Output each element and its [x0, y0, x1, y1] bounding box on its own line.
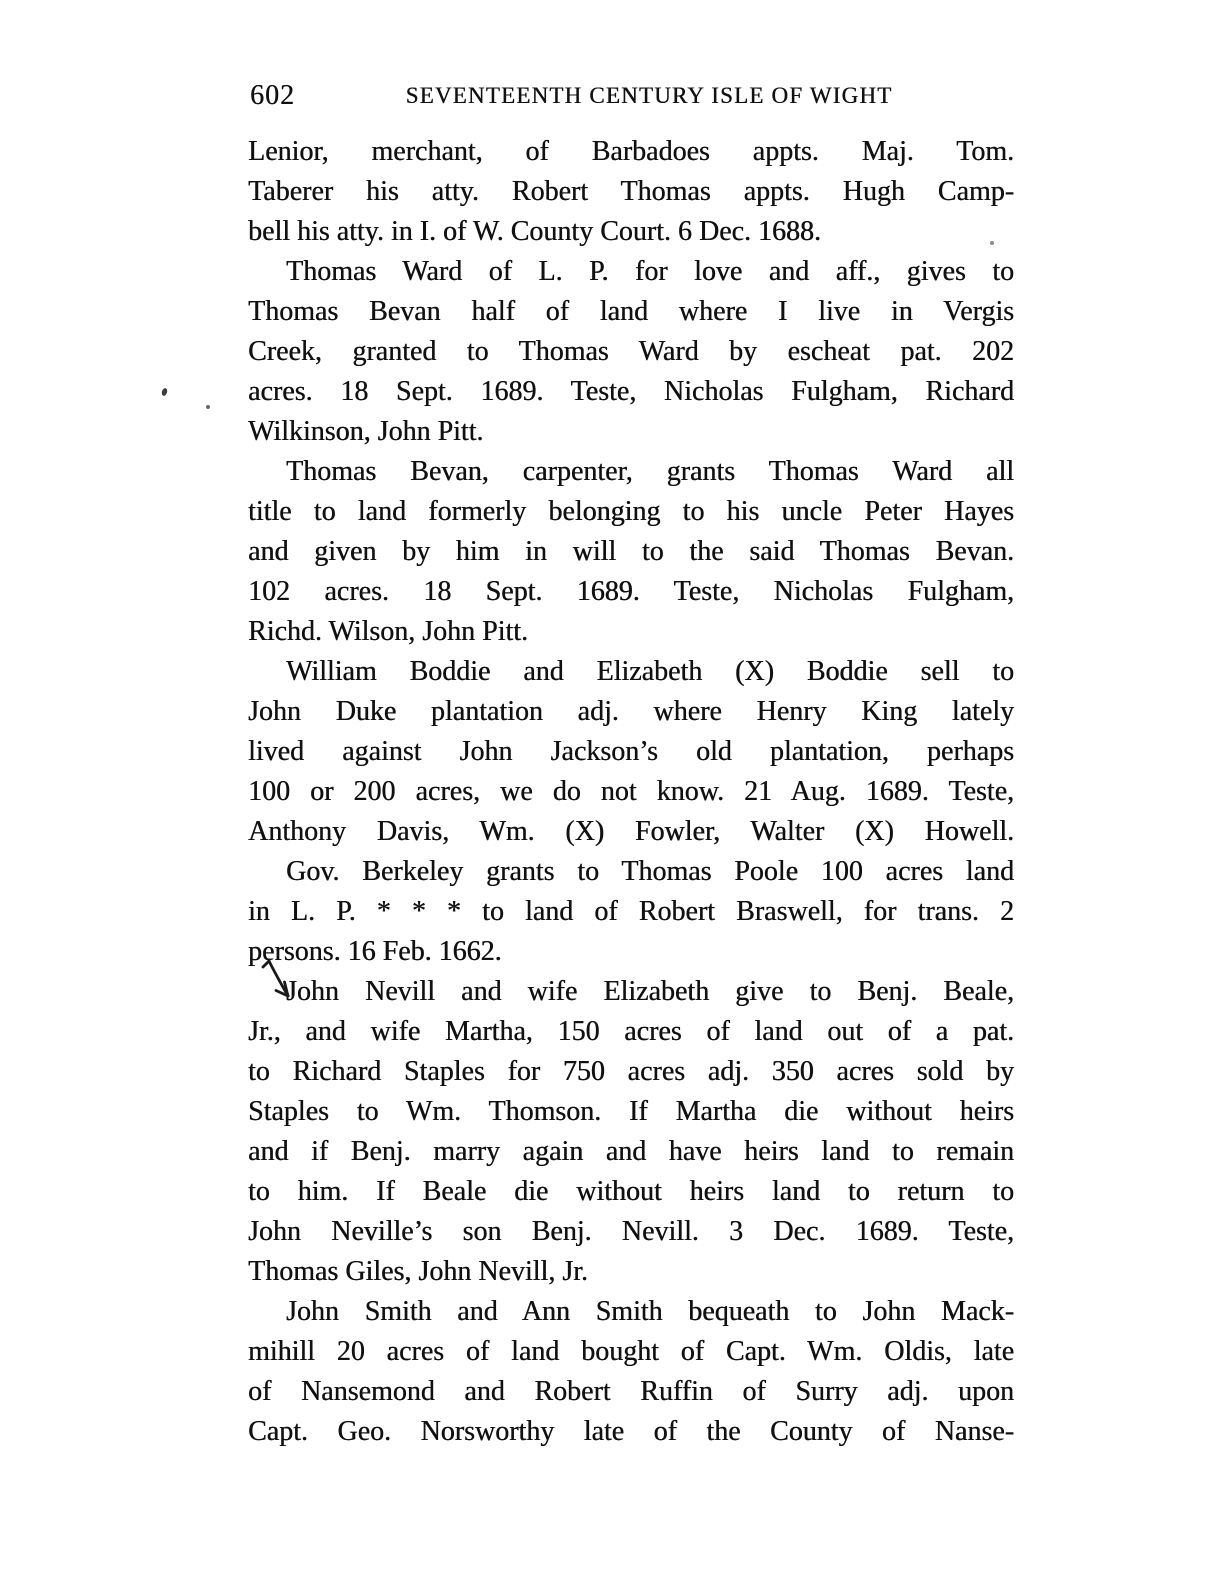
text-line: acres. 18 Sept. 1689. Teste, Nicholas Fulgham, Richard — [248, 376, 1014, 407]
text-line: and given by him in will to the said Thomas Bevan. — [248, 536, 1014, 567]
text-line: Wilkinson, John Pitt. — [248, 416, 484, 447]
text-line: persons. 16 Feb. 1662. — [248, 936, 502, 967]
print-speck — [206, 405, 210, 409]
text-line: John Neville’s son Benj. Nevill. 3 Dec. 1689. Teste, — [248, 1216, 1014, 1247]
text-line: Thomas Bevan, carpenter, grants Thomas Ward all — [286, 456, 1014, 487]
print-speck — [161, 387, 168, 396]
text-line: Gov. Berkeley grants to Thomas Poole 100 acres land — [286, 856, 1014, 887]
text-line: John Duke plantation adj. where Henry King lately — [248, 696, 1014, 727]
text-line: and if Benj. marry again and have heirs land to remain — [248, 1136, 1014, 1167]
text-line: in L. P. * * * to land of Robert Braswell, for trans. 2 — [248, 896, 1014, 927]
text-line: Lenior, merchant, of Barbadoes appts. Maj. Tom. — [248, 136, 1014, 167]
text-line: John Nevill and wife Elizabeth give to Benj. Beale, — [286, 976, 1014, 1007]
text-line: of Nansemond and Robert Ruffin of Surry adj. upon — [248, 1376, 1014, 1407]
text-line: Taberer his atty. Robert Thomas appts. Hugh Camp- — [248, 176, 1014, 207]
text-line: to him. If Beale die without heirs land to return to — [248, 1176, 1014, 1207]
running-title: SEVENTEENTH CENTURY ISLE OF WIGHT — [405, 83, 893, 108]
text-line: to Richard Staples for 750 acres adj. 350 acres sold by — [248, 1056, 1014, 1087]
handwritten-arrow-icon — [260, 956, 300, 1004]
paragraph — [248, 252, 1014, 452]
text-line: Thomas Bevan half of land where I live in Vergis — [248, 296, 1014, 327]
text-line: 102 acres. 18 Sept. 1689. Teste, Nicholas Fulgham, — [248, 576, 1014, 607]
text-line: lived against John Jackson’s old plantation, perhaps — [248, 736, 1014, 767]
text-line: Anthony Davis, Wm. (X) Fowler, Walter (X) Howell. — [248, 816, 1014, 847]
text-line: Thomas Ward of L. P. for love and aff., gives to — [286, 256, 1014, 287]
page-number: 602 — [250, 80, 295, 111]
text-line: Capt. Geo. Norsworthy late of the County of Nanse- — [248, 1416, 1014, 1447]
text-line: John Smith and Ann Smith bequeath to John Mack- — [286, 1296, 1014, 1327]
text-block — [248, 132, 1014, 1452]
text-line: William Boddie and Elizabeth (X) Boddie sell to — [286, 656, 1014, 687]
text-line: 100 or 200 acres, we do not know. 21 Aug. 1689. Teste, — [248, 776, 1014, 807]
paragraph — [248, 132, 1014, 252]
text-line: Richd. Wilson, John Pitt. — [248, 616, 528, 647]
text-line: mihill 20 acres of land bought of Capt. Wm. Oldis, late — [248, 1336, 1014, 1367]
text-line: title to land formerly belonging to his uncle Peter Hayes — [248, 496, 1014, 527]
paragraph — [248, 852, 1014, 972]
paragraph — [248, 452, 1014, 652]
text-line: Staples to Wm. Thomson. If Martha die without heirs — [248, 1096, 1014, 1127]
paragraph — [248, 972, 1014, 1292]
paragraph — [248, 1292, 1014, 1452]
text-line: Creek, granted to Thomas Ward by escheat pat. 202 — [248, 336, 1014, 367]
print-speck — [990, 241, 994, 245]
running-header — [248, 82, 1014, 112]
text-line: Thomas Giles, John Nevill, Jr. — [248, 1256, 588, 1287]
text-line: Jr., and wife Martha, 150 acres of land out of a pat. — [248, 1016, 1014, 1047]
paragraph — [248, 652, 1014, 852]
text-line: bell his atty. in I. of W. County Court. 6 Dec. 1688. — [248, 216, 821, 247]
